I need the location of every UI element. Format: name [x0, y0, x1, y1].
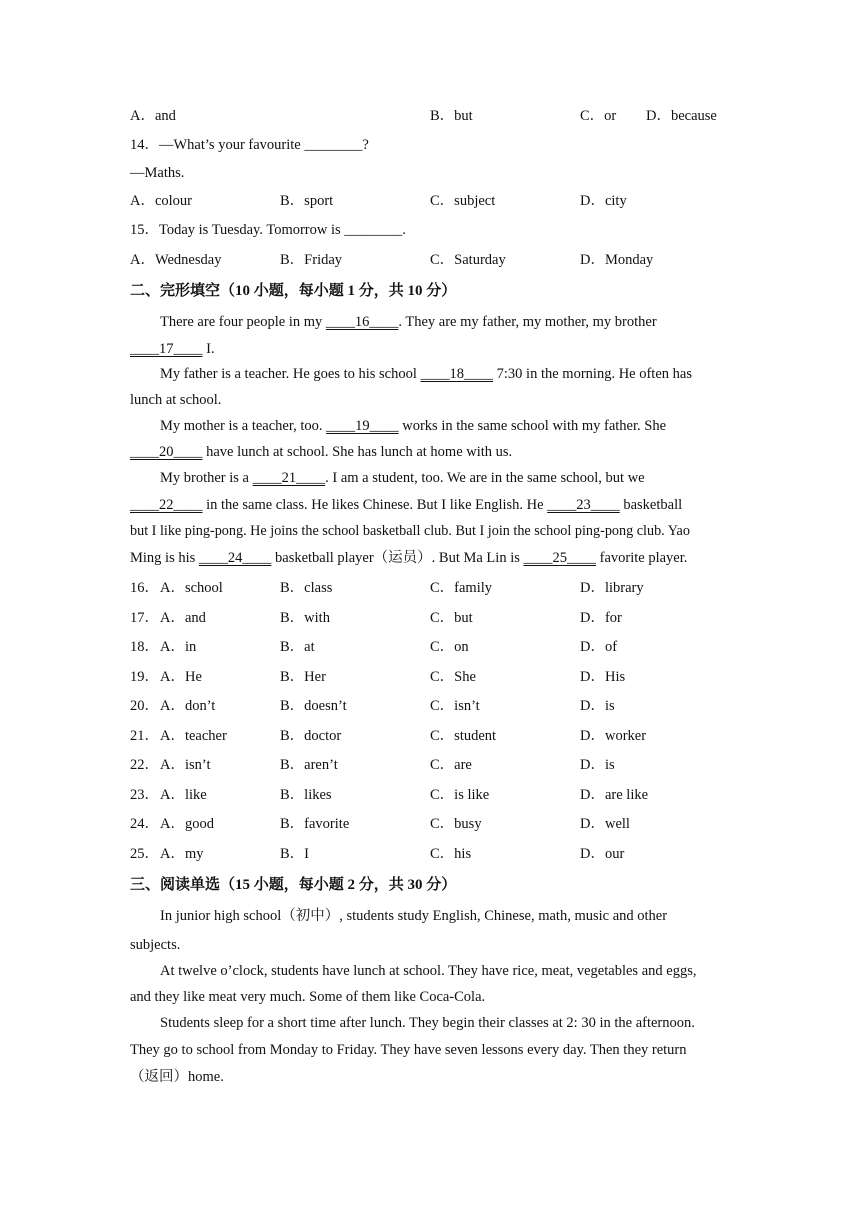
- question-option: C．family: [430, 580, 493, 596]
- reading-line-2: subjects.: [130, 937, 181, 953]
- cloze-text: My mother is a teacher, too.: [160, 418, 327, 434]
- q14-option-b: B．sport: [280, 193, 334, 209]
- section2-heading: 二、完形填空（10 小题，每小题 1 分，共 10 分）: [130, 283, 457, 299]
- q14-option-d: D．city: [580, 193, 627, 209]
- blank-25: ____25____: [523, 550, 596, 566]
- question-option: A．isn’t: [160, 757, 211, 773]
- question-option: C．isn’t: [430, 698, 480, 714]
- question-number: 16．: [130, 580, 159, 596]
- cloze-line-1: [160, 312, 657, 332]
- blank-19: ____19____: [326, 418, 399, 434]
- question-option: D．of: [580, 639, 618, 655]
- question-option: B．with: [280, 610, 330, 626]
- question-number: 20．: [130, 698, 159, 714]
- blank-22: ____22____: [130, 497, 203, 513]
- section3-heading: 三、阅读单选（15 小题，每小题 2 分，共 30 分）: [130, 877, 457, 893]
- question-option: A．teacher: [160, 728, 227, 744]
- question-option: D．well: [580, 816, 630, 832]
- question-option: D．is: [580, 757, 615, 773]
- q13-option-c: C．or: [580, 108, 617, 124]
- q14-option-a: A．colour: [130, 193, 193, 209]
- blank-24: ____24____: [198, 550, 272, 566]
- question-number: 21．: [130, 728, 159, 744]
- question-number: 23．: [130, 787, 159, 803]
- cloze-text: I.: [202, 341, 215, 357]
- question-option: D．worker: [580, 728, 647, 744]
- question-option: B．I: [280, 846, 309, 862]
- question-option: A．He: [160, 669, 202, 685]
- cloze-text: My father is a teacher. He goes to his school: [160, 366, 421, 382]
- cloze-text: 7:30 in the morning. He often has: [493, 366, 692, 382]
- question-option: B．favorite: [280, 816, 350, 832]
- question-option: B．at: [280, 639, 315, 655]
- reading-line-4: and they like meat very much. Some of them like Coca-Cola.: [130, 989, 486, 1005]
- cloze-text: Ming is his: [130, 550, 199, 566]
- question-option: C．his: [430, 846, 472, 862]
- q15-option-c: C．Saturday: [430, 252, 506, 268]
- cloze-line-2: [130, 339, 215, 359]
- cloze-line-6: [130, 442, 512, 462]
- q13-option-b: B．but: [430, 108, 473, 124]
- reading-line-3: At twelve o’clock, students have lunch at school. They have rice, meat, vegetables and eggs,: [160, 963, 697, 979]
- cloze-line-4: lunch at school.: [130, 392, 222, 408]
- q13-option-a: A．and: [130, 108, 176, 124]
- cloze-text: . I am a student, too. We are in the same school, but we: [325, 470, 645, 486]
- cloze-text: favorite player.: [596, 550, 688, 566]
- question-option: D．library: [580, 580, 644, 596]
- cloze-text: . They are my father, my mother, my brother: [398, 314, 657, 330]
- blank-18: ____18____: [420, 366, 494, 382]
- blank-23: ____23____: [547, 497, 620, 513]
- question-option: D．is: [580, 698, 615, 714]
- question-option: C．are: [430, 757, 472, 773]
- blank-21: ____21____: [252, 470, 326, 486]
- question-number: 19．: [130, 669, 159, 685]
- question-option: B．doesn’t: [280, 698, 347, 714]
- cloze-text: in the same class. He likes Chinese. But I like English. He: [202, 497, 548, 513]
- question-option: B．likes: [280, 787, 332, 803]
- question-option: A．like: [160, 787, 207, 803]
- reading-line-7: （返回）home.: [130, 1069, 224, 1085]
- cloze-line-9: but I like ping-pong. He joins the school basketball club. But I join the school ping-pong club. Yao: [130, 523, 690, 539]
- q13-option-d: D．because: [646, 108, 717, 124]
- question-option: D．our: [580, 846, 625, 862]
- question-option: A．my: [160, 846, 204, 862]
- cloze-text: have lunch at school. She has lunch at home with us.: [202, 444, 513, 460]
- question-option: B．doctor: [280, 728, 342, 744]
- question-option: A．don’t: [160, 698, 216, 714]
- cloze-text: works in the same school with my father. She: [398, 418, 667, 434]
- question-number: 17．: [130, 610, 159, 626]
- question-option: A．school: [160, 580, 223, 596]
- q14-option-c: C．subject: [430, 193, 496, 209]
- question-option: C．is like: [430, 787, 490, 803]
- reading-line-5: Students sleep for a short time after lunch. They begin their classes at 2: 30 in the afternoon.: [160, 1015, 695, 1031]
- q15-option-b: B．Friday: [280, 252, 343, 268]
- question-option: B．Her: [280, 669, 326, 685]
- question-option: B．aren’t: [280, 757, 338, 773]
- q15-stem: 15．Today is Tuesday. Tomorrow is ________.: [130, 222, 406, 238]
- blank-16: ____16____: [325, 314, 399, 330]
- question-number: 22．: [130, 757, 159, 773]
- reading-line-1: In junior high school（初中）, students study English, Chinese, math, music and other: [160, 908, 668, 924]
- question-option: A．in: [160, 639, 197, 655]
- cloze-text: There are four people in my: [160, 314, 326, 330]
- q15-option-d: D．Monday: [580, 252, 654, 268]
- cloze-text: My brother is a: [160, 470, 253, 486]
- question-number: 24．: [130, 816, 159, 832]
- blank-17: ____17____: [130, 341, 203, 357]
- q14-stem: 14．—What’s your favourite ________?: [130, 137, 369, 153]
- cloze-line-5: [160, 416, 666, 436]
- reading-line-6: They go to school from Monday to Friday. They have seven lessons every day. Then they return: [130, 1042, 687, 1058]
- question-option: D．are like: [580, 787, 649, 803]
- q14-answer-line: —Maths.: [130, 165, 185, 181]
- cloze-text: basketball: [619, 497, 683, 513]
- cloze-line-3: [160, 364, 692, 384]
- blank-20: ____20____: [130, 444, 203, 460]
- question-option: C．She: [430, 669, 476, 685]
- question-option: D．for: [580, 610, 622, 626]
- question-option: D．His: [580, 669, 626, 685]
- cloze-line-10: [130, 548, 687, 568]
- question-option: A．and: [160, 610, 206, 626]
- question-option: B．class: [280, 580, 333, 596]
- question-option: C．student: [430, 728, 497, 744]
- cloze-text: basketball player（运员）. But Ma Lin is: [271, 550, 524, 566]
- question-number: 18．: [130, 639, 159, 655]
- question-option: C．but: [430, 610, 473, 626]
- q15-option-a: A．Wednesday: [130, 252, 222, 268]
- cloze-line-8: [130, 495, 682, 515]
- question-option: C．busy: [430, 816, 482, 832]
- question-option: C．on: [430, 639, 469, 655]
- question-option: A．good: [160, 816, 214, 832]
- question-number: 25．: [130, 846, 159, 862]
- cloze-line-7: [160, 468, 645, 488]
